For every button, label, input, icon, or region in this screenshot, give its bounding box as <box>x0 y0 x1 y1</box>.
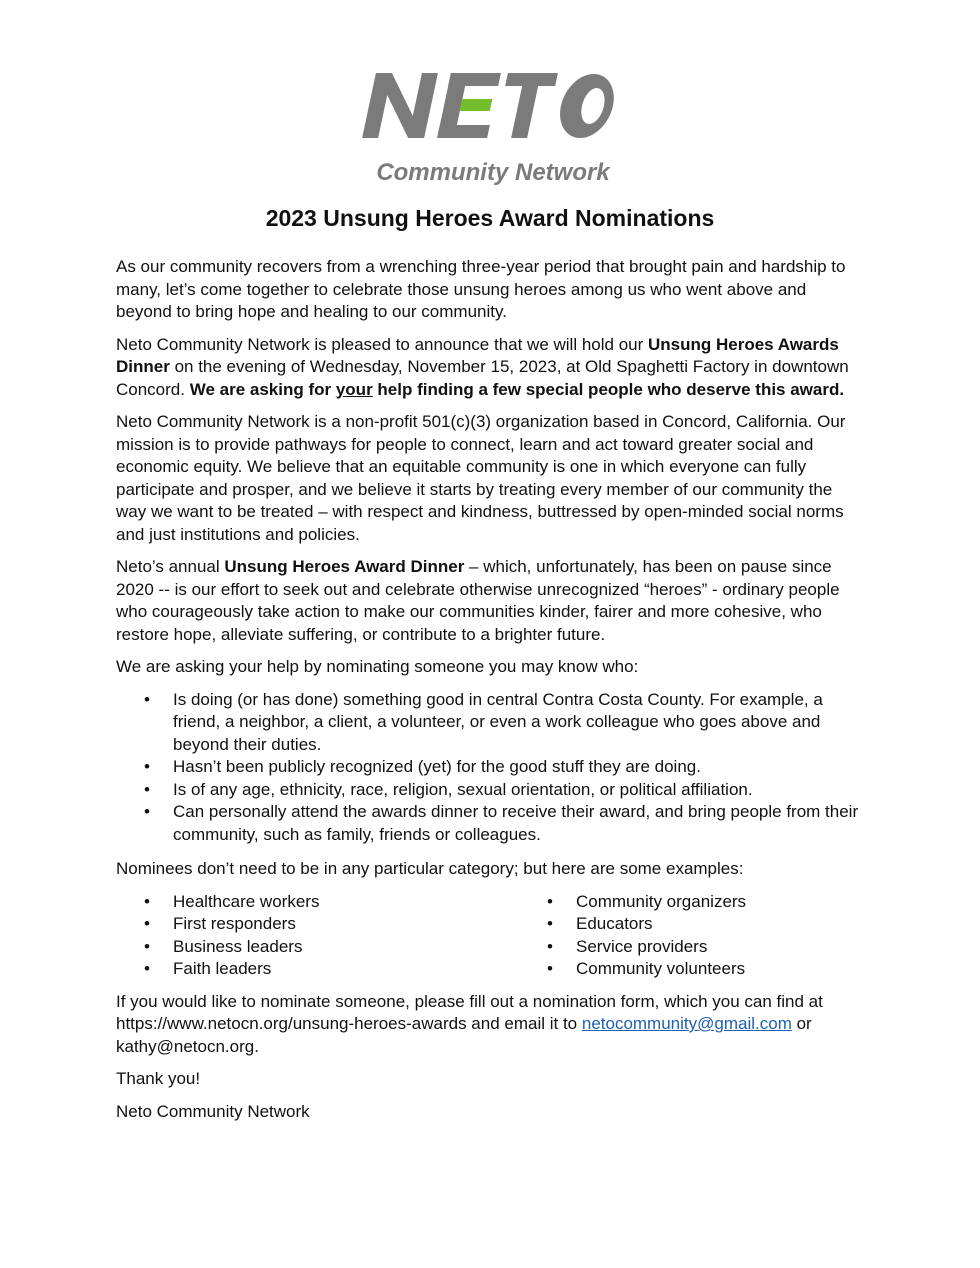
categories-right-column <box>519 891 866 981</box>
email-link[interactable]: netocommunity@gmail.com <box>581 1014 792 1033</box>
annual-text: Neto’s annual <box>116 557 225 576</box>
about-paragraph: Neto Community Network is a non-profit 501(c)(3) organization based in Concord, California. Our mission is to provide pathways for people to connect, learn and act toward greater social and economic equity. We believe that an equitable community is one in which everyone can fully participate and prosper, and we believe it starts by treating every member of our community the way we want to be treated – with respect and kindness, buttressed by open-minded social norms and just institutions and policies. <box>116 412 846 544</box>
closing-text: or kathy@netocn.org. <box>116 1014 812 1056</box>
list-item: • Faith leaders <box>116 958 519 981</box>
list-item: • Hasn’t been publicly recognized (yet) for the good stuff they are doing. <box>116 756 866 779</box>
criteria-list <box>116 689 866 847</box>
signature: Neto Community Network <box>116 1101 310 1121</box>
announce-text: Neto Community Network is pleased to announce that we will hold our <box>116 334 648 354</box>
closing-paragraph <box>116 991 866 1059</box>
categories-intro: Nominees don’t need to be in any particular category; but here are some examples: <box>116 859 744 878</box>
list-item: • Business leaders <box>116 936 519 959</box>
list-item: • Community volunteers <box>519 958 866 981</box>
list-item: • Healthcare workers <box>116 891 519 914</box>
announce-emphasis: your <box>335 379 373 399</box>
announce-text: on the evening of Wednesday, November 15, 2023, at Old Spaghetti Factory in downtown Concord. <box>116 357 849 399</box>
annual-paragraph <box>116 556 866 646</box>
list-item: • Community organizers <box>519 891 866 914</box>
list-item: • First responders <box>116 913 519 936</box>
intro-paragraph: As our community recovers from a wrenching three-year period that brought pain and hardship to many, let’s come together to celebrate those unsung heroes among us who went above and beyond to bring hope and healing to our community. <box>116 257 846 321</box>
list-item: • Is doing (or has done) something good in central Contra Costa County. For example, a friend, a neighbor, a client, a volunteer, or even a work colleague who goes above and beyond their duties. <box>116 689 866 757</box>
announce-event-name: Unsung Heroes Awards Dinner <box>116 334 839 376</box>
list-item: • Is of any age, ethnicity, race, religion, sexual orientation, or political affiliation. <box>116 779 866 802</box>
announce-request: We are asking for your help finding a few special people who deserve this award. <box>189 379 845 399</box>
announcement-paragraph <box>116 334 866 402</box>
annual-event-name: Unsung Heroes Award Dinner <box>224 557 465 576</box>
page-title: 2023 Unsung Heroes Award Nominations <box>265 205 715 231</box>
closing-text: If you would like to nominate someone, please fill out a nomination form, which you can find at https://www.netocn.org/unsung-heroes-awards and email it to <box>116 991 823 1033</box>
letter-body <box>116 256 866 1133</box>
categories-list <box>116 891 866 981</box>
neto-logo-graphic <box>355 68 630 190</box>
list-item: • Service providers <box>519 936 866 959</box>
list-item: • Can personally attend the awards dinner to receive their award, and bring people from their community, such as family, friends or colleagues. <box>116 801 866 846</box>
list-item: • Educators <box>519 913 866 936</box>
ask-paragraph: We are asking your help by nominating someone you may know who: <box>116 657 639 676</box>
neto-logo <box>355 68 630 190</box>
categories-left-column <box>116 891 519 981</box>
annual-text: – which, unfortunately, has been on pause since 2020 -- is our effort to seek out and celebrate otherwise unrecognized “heroes” - ordinary people who courageously take action to make our communities kinder, fairer and more cohesive, who restore hope, alleviate suffering, or contribute to a brighter future. <box>116 557 840 644</box>
logo-tagline: Community Network <box>376 159 610 186</box>
thanks-line: Thank you! <box>116 1069 201 1088</box>
